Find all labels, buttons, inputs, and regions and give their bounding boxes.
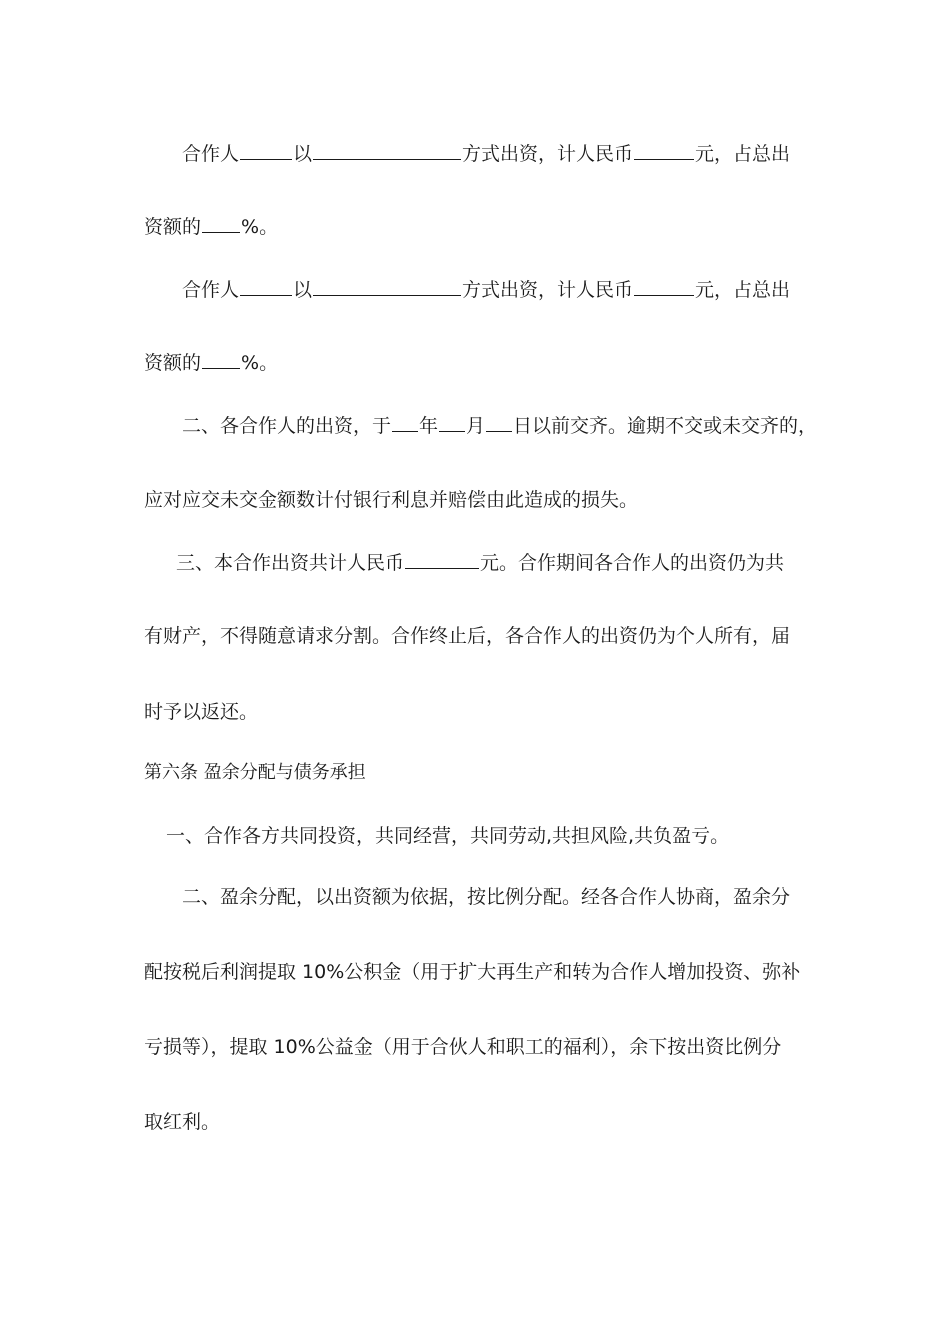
text: 元，占总出 — [695, 279, 791, 301]
text: 月 — [466, 415, 486, 437]
text: 三、本合作出资共计人民币 — [176, 552, 405, 574]
amount-blank[interactable] — [634, 277, 694, 296]
contribution-line-2 — [182, 277, 790, 301]
total-amount-blank[interactable] — [405, 550, 479, 569]
month-blank[interactable] — [439, 413, 465, 432]
amount-blank[interactable] — [634, 141, 694, 160]
text: 有财产，不得随意请求分割。合作终止后，各合作人的出资仍为个人所有，届 — [144, 625, 791, 647]
text: 元，占总出 — [695, 143, 791, 165]
text: 合作人 — [182, 143, 240, 165]
article-six-heading — [144, 761, 366, 785]
total-contribution-line-cont-2 — [144, 700, 258, 724]
text: 合作人 — [182, 279, 240, 301]
profit-distribution-line-3 — [144, 1035, 781, 1059]
text: 第六条 盈余分配与债务承担 — [144, 762, 366, 783]
text: 元。合作期间各合作人的出资仍为共 — [480, 552, 785, 574]
text: 以 — [293, 279, 313, 301]
total-contribution-line — [176, 550, 784, 574]
text: %。 — [241, 216, 279, 238]
percentage-blank[interactable] — [202, 350, 240, 369]
text: 取红利。 — [144, 1111, 221, 1133]
text: 方式出资，计人民币 — [462, 143, 634, 165]
text: 二、各合作人的出资，于 — [182, 415, 392, 437]
text: 以 — [293, 143, 313, 165]
payment-deadline-line-cont — [144, 488, 638, 512]
contribution-method-blank[interactable] — [313, 277, 461, 296]
percentage-blank[interactable] — [202, 214, 240, 233]
text: 资额的 — [144, 216, 202, 238]
partner-name-blank[interactable] — [240, 141, 292, 160]
partner-name-blank[interactable] — [240, 277, 292, 296]
payment-deadline-line — [182, 413, 817, 437]
text: 二、盈余分配，以出资额为依据，按比例分配。经各合作人协商，盈余分 — [182, 886, 791, 908]
profit-distribution-line-2 — [144, 960, 800, 984]
text: 一、合作各方共同投资，共同经营，共同劳动,共担风险,共负盈亏。 — [166, 825, 730, 847]
profit-distribution-line-4 — [144, 1110, 220, 1134]
text: 日以前交齐。逾期不交或未交齐的， — [513, 415, 818, 437]
profit-distribution-line-1 — [182, 885, 790, 909]
text: 资额的 — [144, 352, 202, 374]
text: 方式出资，计人民币 — [462, 279, 634, 301]
contribution-method-blank[interactable] — [313, 141, 461, 160]
text: 时予以返还。 — [144, 701, 259, 723]
total-contribution-line-cont-1 — [144, 624, 790, 648]
year-blank[interactable] — [392, 413, 418, 432]
day-blank[interactable] — [486, 413, 512, 432]
contribution-line-1 — [182, 141, 790, 165]
text: 配按税后利润提取 10%公积金（用于扩大再生产和转为合作人增加投资、弥补 — [144, 961, 801, 983]
contribution-line-1-cont — [144, 214, 278, 238]
text: %。 — [241, 352, 279, 374]
contribution-line-2-cont — [144, 350, 278, 374]
text: 亏损等），提取 10%公益金（用于合伙人和职工的福利），余下按出资比例分 — [144, 1036, 782, 1058]
text: 年 — [419, 415, 439, 437]
text: 应对应交未交金额数计付银行利息并赔偿由此造成的损失。 — [144, 489, 639, 511]
joint-investment-line — [166, 824, 729, 848]
